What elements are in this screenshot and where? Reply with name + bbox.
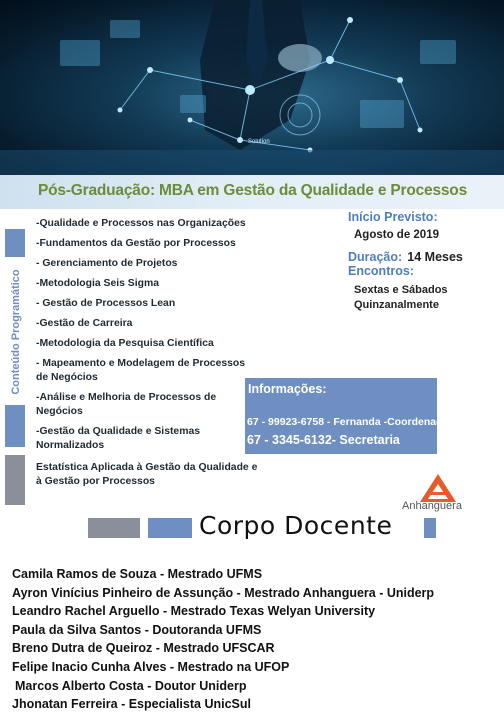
meetings-days: Sextas e Sábados bbox=[354, 284, 448, 296]
faculty-item: Leandro Rachel Arguello - Mestrado Texas Welyan University bbox=[12, 604, 376, 619]
hero-illustration bbox=[0, 0, 504, 175]
faculty-item: Breno Dutra de Queiroz - Mestrado UFSCAR bbox=[12, 641, 275, 656]
logo-text: Anhanguera bbox=[402, 500, 462, 512]
hero-banner bbox=[0, 0, 504, 175]
course-item: -Qualidade e Processos nas Organizações bbox=[36, 218, 246, 229]
title-strip bbox=[0, 175, 504, 209]
info-phone-coordinator: 67 - 99923-6758 - Fernanda -Coordenadora bbox=[247, 416, 459, 428]
course-item: -Gestão de Carreira bbox=[36, 318, 133, 329]
side-bar-blue-bottom bbox=[5, 405, 25, 447]
duration-label: Duração: bbox=[348, 250, 403, 264]
hero-solution-label: Solution bbox=[248, 139, 270, 145]
side-label-text: Conteúdo Programático bbox=[10, 269, 22, 395]
info-title: Informações: bbox=[248, 382, 327, 396]
meetings-frequency: Quinzanalmente bbox=[354, 299, 439, 311]
meetings-label: Encontros: bbox=[348, 264, 414, 278]
course-item: - Gestão de Processos Lean bbox=[36, 298, 176, 309]
side-label bbox=[7, 258, 25, 406]
duration-row bbox=[348, 246, 463, 265]
info-phone-secretary: 67 - 3345-6132- Secretaria bbox=[247, 433, 400, 447]
course-item: -Fundamentos da Gestão por Processos bbox=[36, 238, 236, 249]
course-item: Estatística Aplicada à Gestão da Qualidade e à Gestão por Processos bbox=[36, 462, 258, 487]
course-item: -Gestão da Qualidade e Sistemas Normalizados bbox=[36, 426, 201, 451]
decor-bar-blue bbox=[148, 518, 192, 538]
faculty-item: Marcos Alberto Costa - Doutor Uniderp bbox=[15, 678, 247, 693]
course-item: -Metodologia da Pesquisa Científica bbox=[36, 338, 214, 349]
side-bar-blue-top bbox=[5, 229, 25, 257]
info-box bbox=[245, 378, 459, 454]
course-item: - Mapeamento e Modelagem de Processos de Negócios bbox=[36, 358, 246, 383]
faculty-list bbox=[12, 565, 434, 714]
start-value: Agosto de 2019 bbox=[354, 229, 439, 241]
side-bar-gray bbox=[5, 455, 25, 505]
decor-bar-blue-right bbox=[424, 518, 436, 538]
faculty-item: Felipe Inacio Cunha Alves - Mestrado na UFOP bbox=[12, 659, 290, 674]
start-label: Início Previsto: bbox=[348, 210, 438, 224]
faculty-item: Jhonatan Ferreira - Especialista UnicSul bbox=[12, 697, 251, 712]
faculty-item: Camila Ramos de Souza - Mestrado UFMS bbox=[12, 567, 263, 581]
faculty-title: Corpo Docente bbox=[199, 511, 393, 540]
course-item: - Gerenciamento de Projetos bbox=[36, 258, 178, 269]
program-title: Pós-Graduação: MBA em Gestão da Qualidade e Processos bbox=[38, 182, 467, 199]
faculty-item: Ayron Vinícius Pinheiro de Assunção - Mestrado Anhanguera - Uniderp bbox=[12, 585, 435, 600]
course-item: -Análise e Melhoria de Processos de Negócios bbox=[36, 392, 217, 417]
course-item: -Metodologia Seis Sigma bbox=[36, 278, 159, 289]
duration-value: 14 Meses bbox=[407, 250, 463, 264]
faculty-item: Paula da Silva Santos - Doutoranda UFMS bbox=[12, 622, 262, 637]
decor-bar-gray bbox=[88, 518, 140, 538]
